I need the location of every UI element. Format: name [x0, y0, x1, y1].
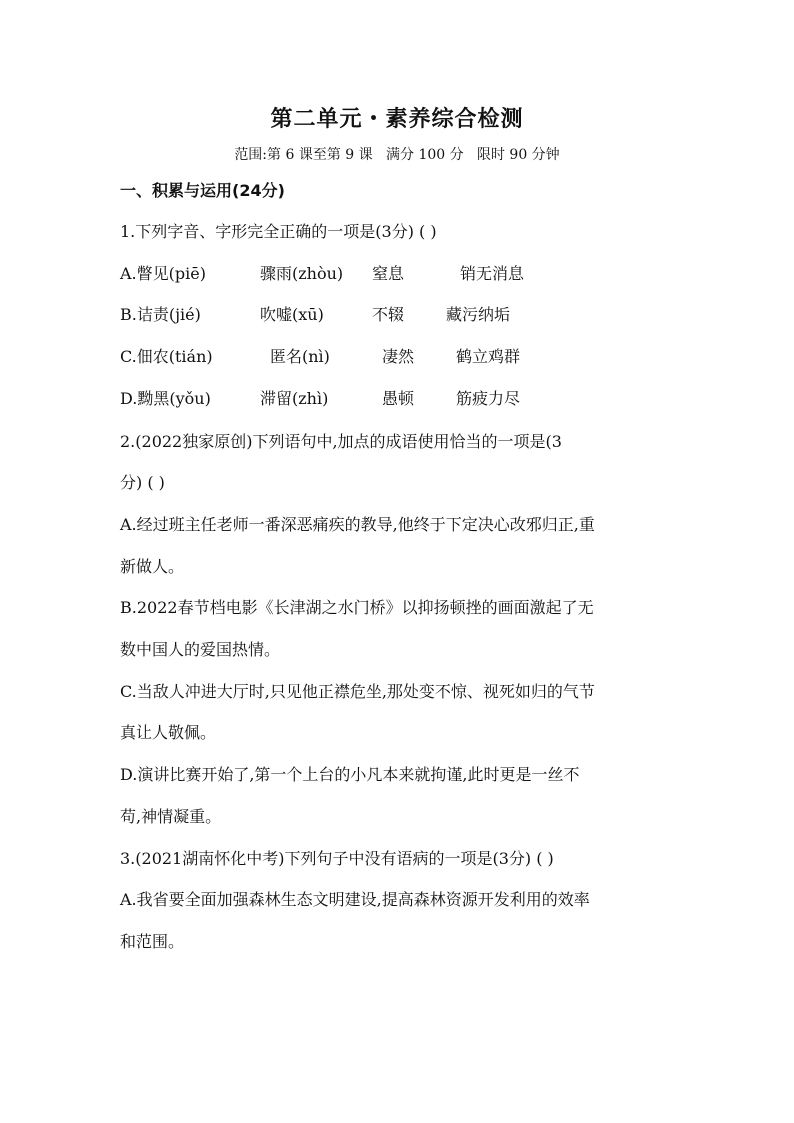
option-word: 不辍: [372, 305, 405, 324]
question-2-option-a-line-1: A.经过班主任老师一番深恶痛疾的教导,他终于下定决心改邪归正,重: [120, 515, 595, 534]
question-2-option-c-line-1: C.当敌人冲进大厅时,只见他正襟危坐,那处变不惊、视死如归的气节: [120, 682, 595, 701]
option-word: 销无消息: [460, 264, 525, 283]
question-1-stem: 1.下列字音、字形完全正确的一项是(3分) ( ): [120, 222, 437, 241]
option-word: 藏污纳垢: [446, 305, 511, 324]
question-2-option-d-line-2: 苟,神情凝重。: [120, 807, 222, 826]
page-subtitle: 范围:第 6 课至第 9 课 满分 100 分 限时 90 分钟: [234, 147, 560, 163]
question-1-option-a: [120, 263, 524, 285]
section-heading: 一、积累与运用(24分): [120, 181, 285, 200]
option-word: 窒息: [372, 264, 405, 283]
option-word: 滞留(zhì): [260, 389, 329, 408]
option-word: 凄然: [382, 347, 415, 366]
question-2-option-b-line-2: 数中国人的爱国热情。: [120, 640, 281, 659]
option-word: 骤雨(zhòu): [260, 264, 344, 283]
option-word: 筋疲力尽: [456, 389, 521, 408]
option-word: D.黝黑(yǒu): [120, 389, 211, 408]
question-1-option-c: [120, 346, 520, 368]
question-2-option-a-line-2: 新做人。: [120, 557, 185, 576]
question-2-option-d-line-1: D.演讲比赛开始了,第一个上台的小凡本来就拘谨,此时更是一丝不: [120, 765, 580, 784]
question-3-stem: 3.(2021湖南怀化中考)下列句子中没有语病的一项是(3分) ( ): [120, 849, 554, 868]
option-word: 吹嘘(xū): [260, 305, 324, 324]
question-2-stem-line-1: 2.(2022独家原创)下列语句中,加点的成语使用恰当的一项是(3: [120, 432, 562, 451]
question-1-option-d: [120, 388, 520, 410]
question-1-option-b: [120, 304, 510, 326]
question-3-option-a-line-1: A.我省要全面加强森林生态文明建设,提高森林资源开发利用的效率: [120, 890, 590, 909]
question-2-option-b-line-1: B.2022春节档电影《长津湖之水门桥》以抑扬顿挫的画面激起了无: [120, 598, 594, 617]
question-3-option-a-line-2: 和范围。: [120, 932, 185, 951]
question-2-option-c-line-2: 真让人敬佩。: [120, 723, 217, 742]
option-word: B.诘责(jié): [120, 305, 201, 324]
option-word: 愚顿: [382, 389, 415, 408]
option-word: 匿名(nì): [270, 347, 330, 366]
question-2-stem-line-2: 分) ( ): [120, 473, 165, 492]
option-word: C.佃农(tián): [120, 347, 213, 366]
option-word: 鹤立鸡群: [456, 347, 521, 366]
page-title: 第二单元・素养综合检测: [270, 107, 524, 132]
option-word: A.瞥见(piē): [120, 264, 206, 283]
